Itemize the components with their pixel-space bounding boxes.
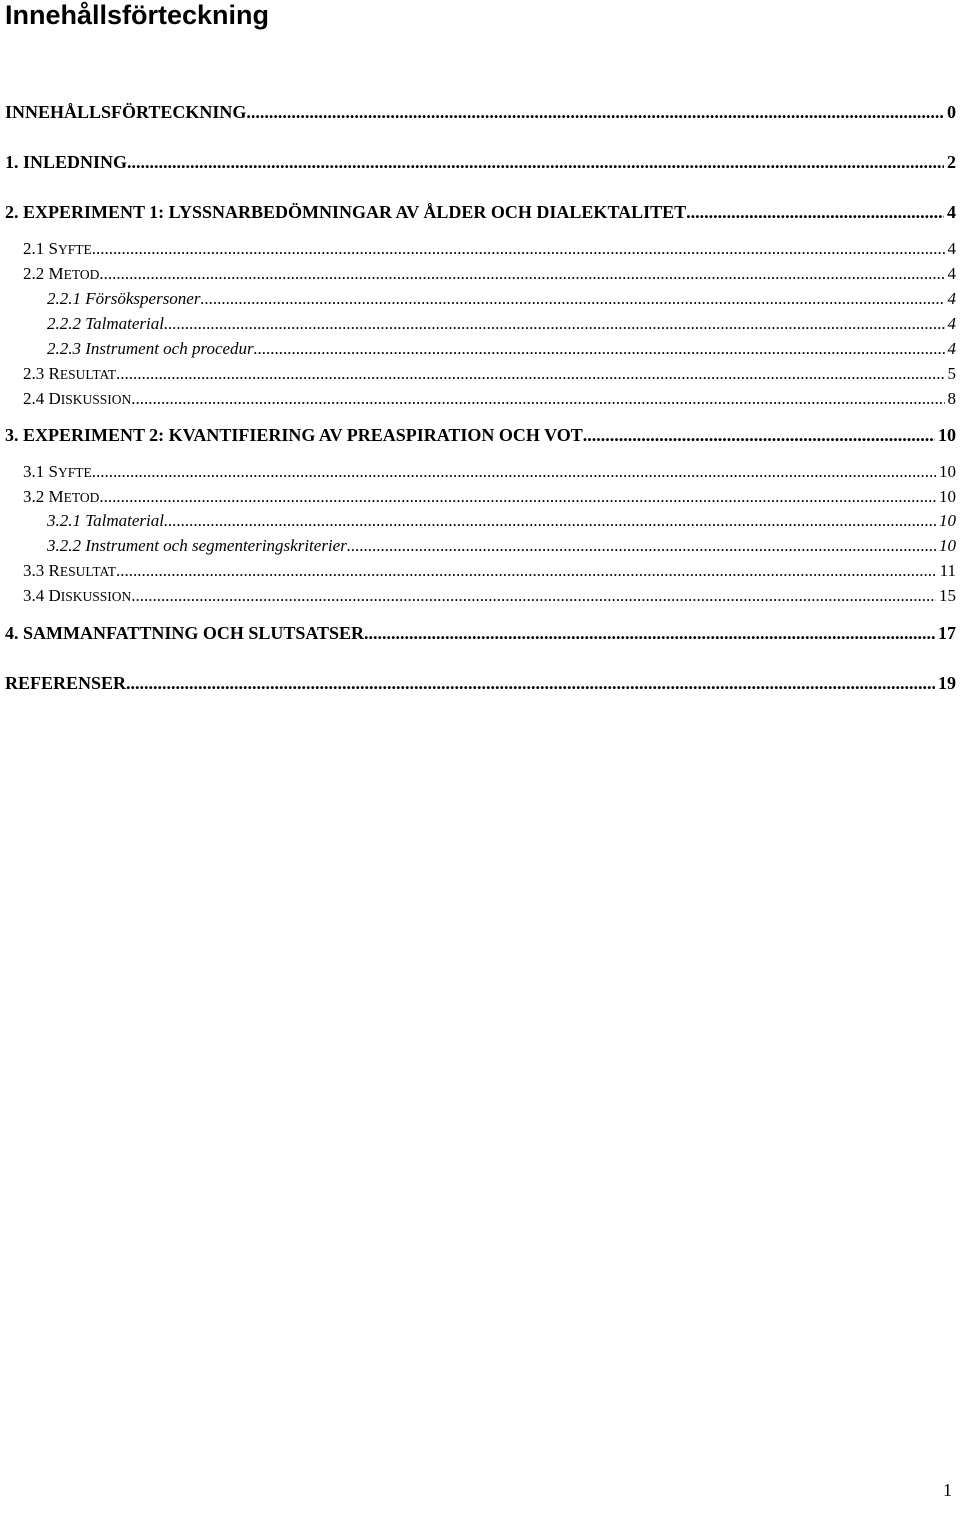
toc-entry-label [47,339,254,359]
toc-entry-number: 3.1 [23,462,45,481]
toc-entry-title-initial: D [48,389,61,408]
toc-entry-page: 4 [947,239,956,258]
toc-entry-title-initial: R [48,364,60,383]
toc-entry-title-rest: ESULTAT [59,564,117,579]
dot-leader [254,339,945,359]
toc-entry-title: REFERENSER [5,673,127,693]
toc-entry[interactable] [5,264,956,286]
toc-entry[interactable] [5,389,956,411]
toc-entry-title-rest: ETOD [63,267,100,282]
toc-entry-label [23,239,92,260]
toc-entry-title: SAMMANFATTNING OCH SLUTSATSER [23,623,365,643]
toc-entry-label [23,264,99,285]
toc-entry-title: Försökspersoner [85,289,201,308]
page-title: Innehållsförteckning [5,0,270,30]
toc-entry-page: 4 [947,289,956,308]
toc-entry-title: EXPERIMENT 2: KVANTIFIERING AV PREASPIRATION OCH VOT [23,425,583,445]
toc-entry-number: 2.4 [23,389,45,408]
toc-entry-number: 3.2 [23,487,45,506]
toc-entry-page: 0 [947,102,956,122]
toc-entry-title: Talmaterial [85,511,164,530]
toc-entry-number: 2.2.3 [47,339,81,358]
toc-entry-label [5,102,246,122]
toc-entry-number: 2.2.1 [47,289,81,308]
dot-leader [164,511,936,531]
toc-entry-page: 8 [947,389,956,408]
toc-entry-page: 17 [938,623,956,643]
toc-entry-page: 4 [947,264,956,283]
toc-entry-title: Instrument och procedur [85,339,254,358]
dot-leader [347,536,936,556]
toc-entry-title-rest: ISKUSSION [60,392,132,407]
toc-entry-page: 15 [939,586,956,605]
toc-entry-number: 3.2.2 [47,536,81,555]
toc-entry-page: 19 [938,673,956,693]
toc-entry-title-initial: D [48,586,61,605]
toc-entry[interactable] [5,425,956,447]
toc-entry[interactable] [5,673,956,695]
toc-entry-label [47,289,200,309]
toc-entry-label [23,462,92,483]
toc-entry[interactable] [5,364,956,386]
toc-entry[interactable] [5,152,956,174]
toc-entry-title-initial: M [48,487,64,506]
toc-entry-page: 10 [939,536,956,555]
dot-leader [164,314,945,334]
dot-leader [116,364,944,384]
toc-entry-label [5,673,126,693]
toc-entry-number: 3. [5,425,19,445]
toc-entry-number: 3.3 [23,561,45,580]
toc-entry[interactable] [5,586,956,608]
toc-entry-title-rest: YFTE [57,242,92,257]
toc-entry-label [5,152,127,172]
toc-entry-page: 11 [939,561,956,580]
toc-entry[interactable] [5,487,956,509]
dot-leader [686,202,944,222]
dot-leader [99,264,944,284]
toc-entry-page: 2 [947,152,956,172]
toc-entry-page: 5 [947,364,956,383]
toc-entry-page: 4 [947,314,956,333]
toc-entry-title-rest: ESULTAT [59,367,117,382]
toc-entry-number: 3.2.1 [47,511,81,530]
toc-entry[interactable] [5,536,956,558]
toc-entry-title: EXPERIMENT 1: LYSSNARBEDÖMNINGAR AV ÅLDER OCH DIALEKTALITET [23,202,687,222]
toc-entry-label [47,511,164,531]
toc-entry[interactable] [5,239,956,261]
toc-entry-number: 2.1 [23,239,45,258]
toc-entry-number: 2.3 [23,364,45,383]
toc-entry-number: 4. [5,623,19,643]
dot-leader [583,425,935,445]
toc-entry-title: INNEHÅLLSFÖRTECKNING [5,102,247,122]
toc-entry-label [23,561,116,582]
dot-leader [200,289,944,309]
toc-entry-title-initial: S [48,239,58,258]
toc-entry[interactable] [5,623,956,645]
dot-leader [126,673,935,693]
toc-entry-number: 3.4 [23,586,45,605]
toc-entry-label [5,425,583,445]
toc-entry[interactable] [5,561,956,583]
toc-entry[interactable] [5,102,956,124]
toc-entry-title: INLEDNING [23,152,128,172]
toc-entry[interactable] [5,314,956,336]
toc-entry-page: 4 [947,202,956,222]
toc-entry[interactable] [5,462,956,484]
toc-entry-title-rest: YFTE [57,465,92,480]
toc-entry-label [5,202,686,222]
dot-leader [131,586,936,606]
toc-entry-page: 10 [939,487,956,506]
toc-entry-title-initial: S [48,462,58,481]
toc-entry-number: 2.2 [23,264,45,283]
toc-entry-title-initial: R [48,561,60,580]
toc-entry-label [5,623,364,643]
toc-entry-title: Talmaterial [85,314,164,333]
toc-entry-page: 10 [939,462,956,481]
dot-leader [116,561,937,581]
toc-entry-label [23,487,99,508]
toc-entry-label [23,364,116,385]
toc-entry-number: 2.2.2 [47,314,81,333]
toc-entry-page: 4 [947,339,956,358]
toc-entry-label [23,586,131,607]
dot-leader [127,152,944,172]
toc-entry[interactable] [5,202,956,224]
toc-entry[interactable] [5,511,956,533]
dot-leader [246,102,944,122]
page-number: 1 [943,1480,952,1500]
toc-entry-page: 10 [938,425,956,445]
toc-entry-number: 1. [5,152,19,172]
dot-leader [92,462,936,482]
toc-entry[interactable] [5,339,956,361]
toc-entry-title-rest: ISKUSSION [60,589,132,604]
toc-entry-title-initial: M [48,264,64,283]
toc-entry-title-rest: ETOD [63,490,100,505]
dot-leader [364,623,935,643]
dot-leader [92,239,945,259]
toc-entry-label [47,536,347,556]
toc-entry-title: Instrument och segmenteringskriterier [85,536,347,555]
toc-entry[interactable] [5,289,956,311]
dot-leader [131,389,944,409]
toc-entry-number: 2. [5,202,19,222]
dot-leader [99,487,936,507]
toc-entry-page: 10 [939,511,956,530]
toc-entry-label [23,389,131,410]
toc-entry-label [47,314,164,334]
